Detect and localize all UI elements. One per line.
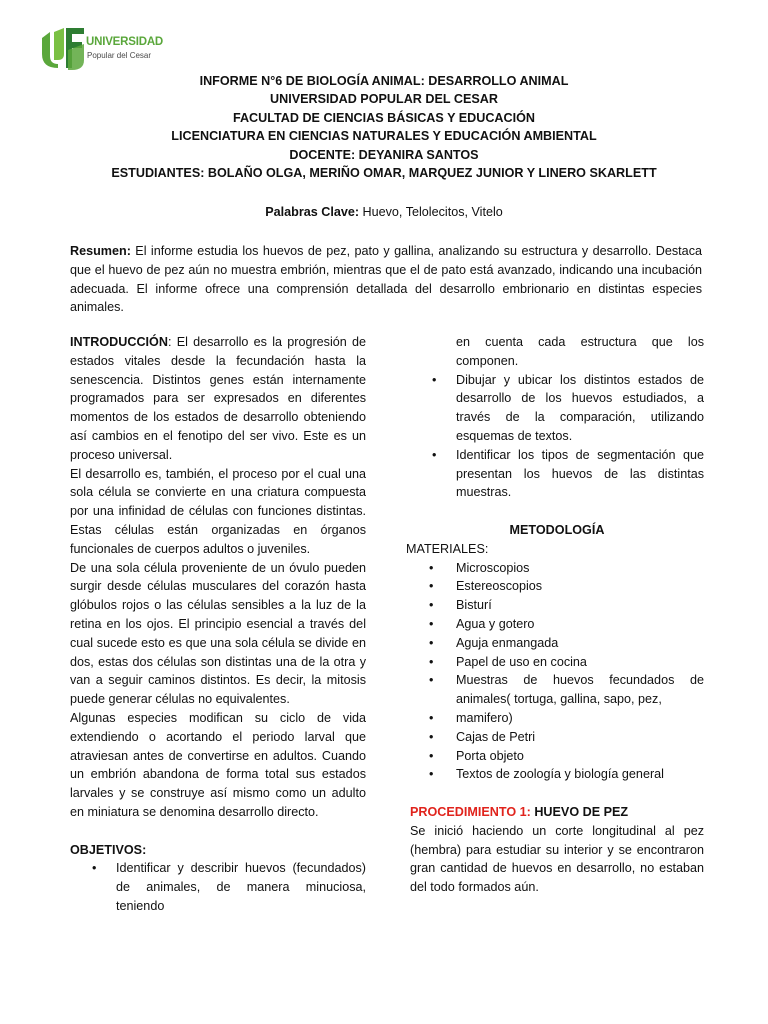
- bullet-icon: •: [429, 598, 434, 613]
- material-item: • Agua y gotero: [410, 615, 704, 634]
- spacer: [410, 502, 704, 521]
- intro-paragraph-3: De una sola célula proveniente de un óvulo pueden surgir desde células musculares del corazón hasta glóbulos rojos o las células sensibles a la luz de la retina en los ojos. El principio esencial a través del cual sucede esto es que una sola célula se divide en dos, estas dos células son distintas una de la otra y van a seguir caminos distintos. Es decir, la mitosis puede generar células no equivalentes.: [70, 560, 366, 707]
- keywords-label: Palabras Clave:: [265, 205, 360, 219]
- bullet-icon: •: [429, 729, 434, 744]
- methodology-title: METODOLOGÍA: [509, 522, 605, 537]
- university-name: UNIVERSIDAD POPULAR DEL CESAR: [270, 92, 498, 107]
- material-item: • Papel de uso en cocina: [410, 653, 704, 672]
- students-line: ESTUDIANTES: BOLAÑO OLGA, MERIÑO OMAR, MARQUEZ JUNIOR Y LINERO SKARLETT: [111, 166, 657, 181]
- procedure-title: HUEVO DE PEZ: [530, 804, 629, 819]
- bullet-icon: •: [432, 447, 437, 462]
- bullet-icon: •: [429, 635, 434, 650]
- bullet-icon: •: [429, 673, 434, 688]
- procedure-label: PROCEDIMIENTO 1:: [410, 804, 531, 819]
- intro-paragraph-2: El desarrollo es, también, el proceso por el cual una sola célula se convierte en una criatura compuesta por una infinidad de células con funciones distintas. Estas células están organizadas en órganos funcionales de cuerpos adultos o juveniles.: [70, 466, 366, 556]
- abstract-text: El informe estudia los huevos de pez, pato y gallina, analizando su estructura y desarrollo. Destaca que el huevo de pez aún no muestra embrión, mientras que el de pato está avanzado, indicando una incubación adecuada. El informe ofrece una comprensión detallada del desarrollo embrionario en distintas especies animales.: [70, 244, 702, 315]
- objectives-title: OBJETIVOS:: [70, 842, 147, 857]
- material-item: • Muestras de huevos fecundados de animales( tortuga, gallina, sapo, pez,: [429, 673, 704, 707]
- spacer: [410, 784, 704, 803]
- program-name: LICENCIATURA EN CIENCIAS NATURALES Y EDUCACIÓN AMBIENTAL: [171, 129, 597, 144]
- objective-item-3: • Identificar los tipos de segmentación que presentan los huevos de las distintas muestras.: [432, 447, 704, 500]
- university-logo: [38, 24, 162, 72]
- material-item: • Bisturí: [410, 596, 704, 615]
- material-item: • Estereoscopios: [410, 577, 704, 596]
- procedure-text: Se inició haciendo un corte longitudinal al pez (hembra) para estudiar su interior y se encontraron gran cantidad de huevos en desarrollo, no estaban del todo formados aún.: [410, 823, 704, 895]
- intro-paragraph-1: INTRODUCCIÓN: El desarrollo es la progresión de estados vitales desde la fecundación hasta la senescencia. Distintos genes están internamente programados para ser expresados en diferentes momentos de los estados de desarrollo obteniendo así cambios en el fenotipo del ser vivo. Este es un proceso universal.: [70, 335, 366, 462]
- objective-item-1: • Identificar y describir huevos (fecundados) de animales, de manera minuciosa, teniendo: [92, 861, 366, 913]
- procedure-heading: [410, 803, 704, 822]
- materials-list: [410, 559, 704, 785]
- objectives-list-right: [410, 371, 704, 503]
- left-column: [70, 333, 366, 916]
- objective-item-1-continued: en cuenta cada estructura que los componen.: [456, 335, 704, 368]
- bullet-icon: •: [429, 654, 434, 669]
- abstract-label: Resumen:: [70, 244, 131, 258]
- bullet-icon: •: [429, 710, 434, 725]
- material-item: • Aguja enmangada: [410, 634, 704, 653]
- report-header: [60, 72, 708, 182]
- bullet-icon: •: [432, 372, 437, 387]
- bullet-icon: •: [429, 579, 434, 594]
- material-item: • Microscopios: [410, 559, 704, 578]
- intro-paragraph-4: Algunas especies modifican su ciclo de vida extendiendo o acortando el periodo larval que atraviesan antes de convertirse en adultos. Cuando un embrión abandona de forma total sus estados larvales y se construye así mismo como un adulto en miniatura se denomina desarrollo directo.: [70, 710, 366, 819]
- bullet-icon: •: [429, 767, 434, 782]
- material-item: • Porta objeto: [410, 747, 704, 766]
- objective-item-2: • Dibujar y ubicar los distintos estados de desarrollo de los huevos estudiados, a través de la comparación, utilizando esquemas de textos.: [432, 372, 704, 443]
- university-logo-icon: [38, 24, 86, 72]
- teacher-line: DOCENTE: DEYANIRA SANTOS: [289, 147, 479, 162]
- keywords-text: Huevo, Telolecitos, Vitelo: [359, 205, 503, 219]
- intro-label: INTRODUCCIÓN: [70, 335, 168, 349]
- material-item: • mamifero): [410, 709, 704, 728]
- abstract: [70, 242, 702, 317]
- spacer: [70, 822, 366, 841]
- report-title: INFORME N°6 DE BIOLOGÍA ANIMAL: DESARROLLO ANIMAL: [199, 74, 569, 88]
- bullet-icon: •: [429, 560, 434, 575]
- materials-label: MATERIALES:: [406, 541, 489, 556]
- faculty-name: FACULTAD DE CIENCIAS BÁSICAS Y EDUCACIÓN: [232, 110, 536, 125]
- objectives-list-left: [70, 859, 366, 915]
- bullet-icon: •: [429, 748, 434, 763]
- bullet-icon: •: [429, 616, 434, 631]
- material-item: • Textos de zoología y biología general: [410, 765, 704, 784]
- keywords: [0, 203, 768, 221]
- bullet-icon: •: [92, 861, 97, 876]
- right-column: [406, 333, 704, 897]
- logo-title: UNIVERSIDAD: [86, 36, 164, 48]
- material-item: • Cajas de Petri: [410, 728, 704, 747]
- logo-subtitle: Popular del Cesar: [87, 51, 152, 60]
